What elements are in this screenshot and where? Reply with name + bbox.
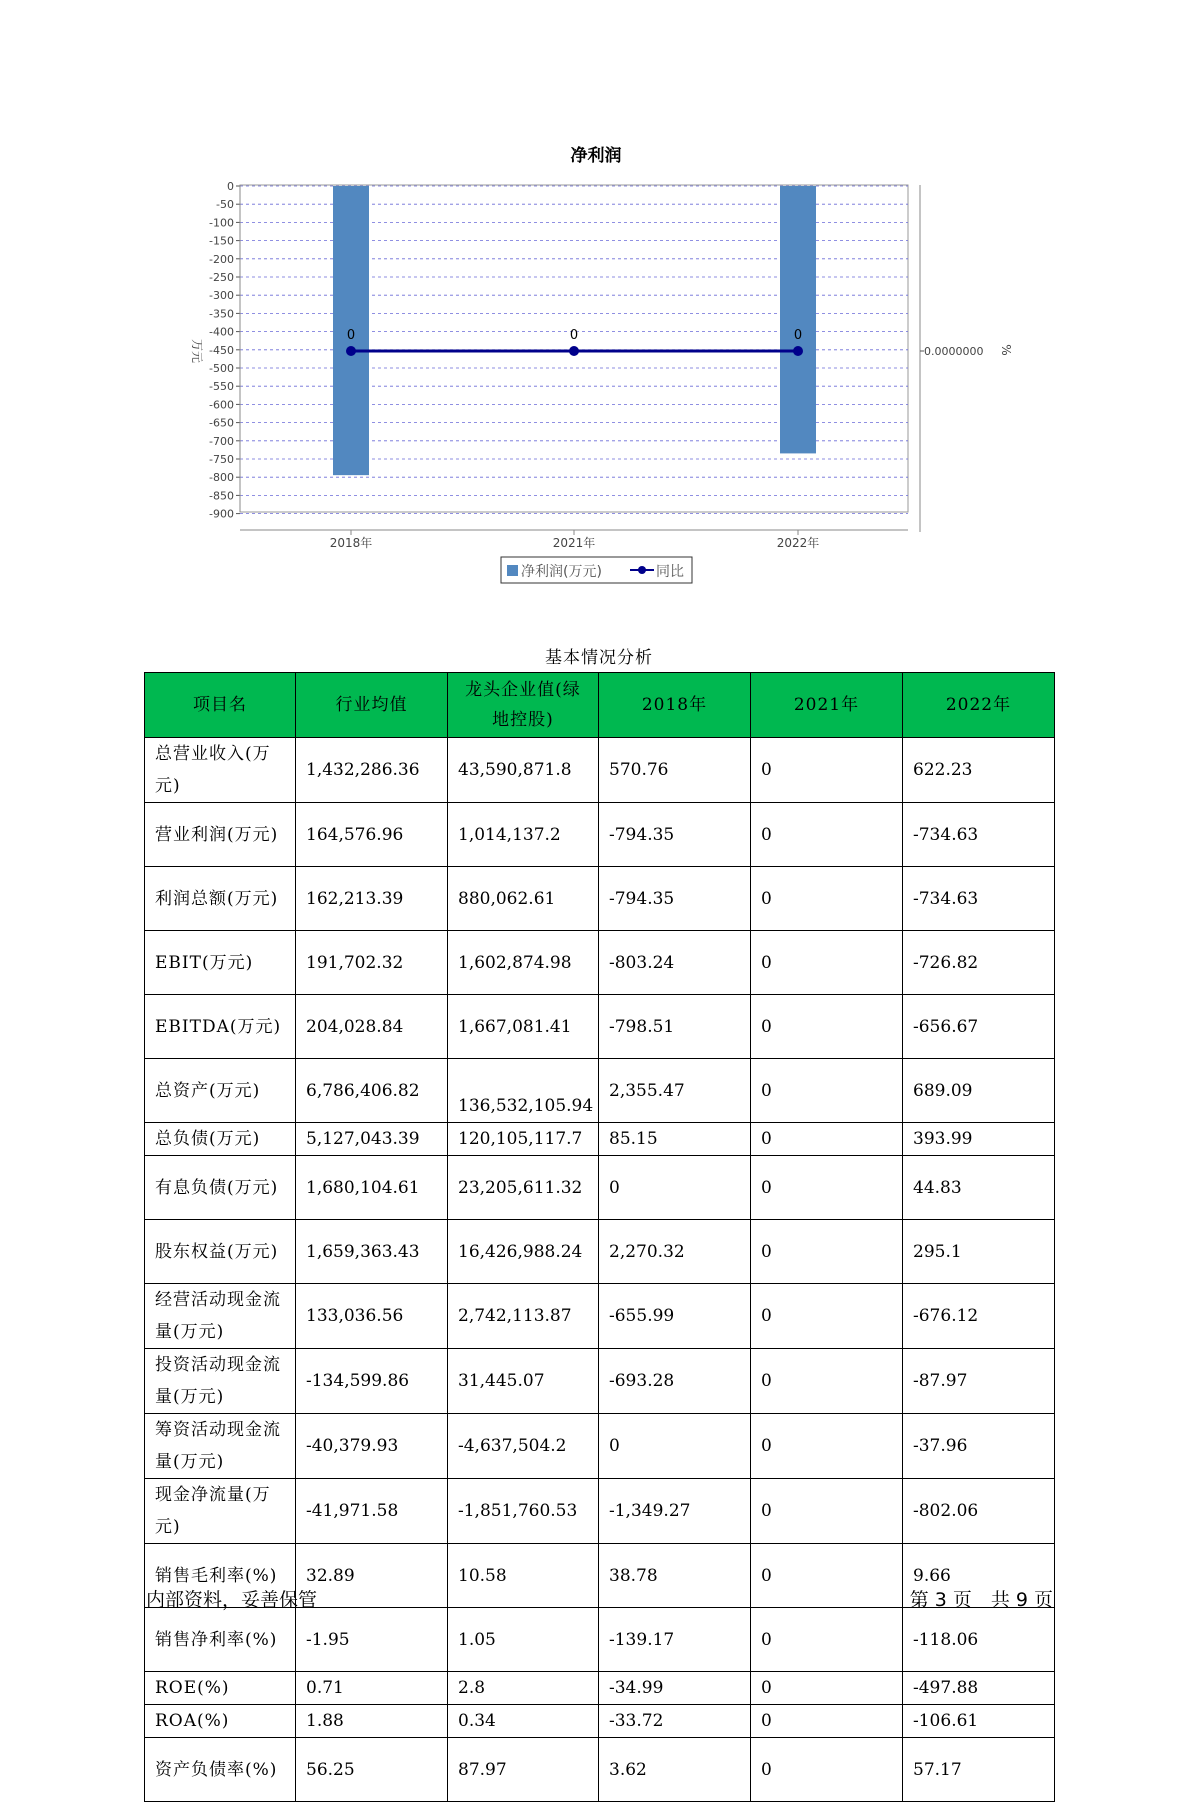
table-row: [145, 1220, 1055, 1284]
row-label: 利润总额(万元): [145, 867, 296, 931]
table-cell: -676.12: [903, 1284, 1055, 1349]
yoy-point: [569, 346, 579, 356]
table-cell: 0: [751, 1672, 903, 1705]
table-cell: 204,028.84: [296, 995, 448, 1059]
table-cell: -34.99: [599, 1672, 751, 1705]
y-tick-label: -500: [209, 362, 234, 375]
table-row: [145, 931, 1055, 995]
table-cell: 1,432,286.36: [296, 738, 448, 803]
table-cell: 1.05: [448, 1608, 599, 1672]
table-cell: 0: [751, 995, 903, 1059]
table-cell: 880,062.61: [448, 867, 599, 931]
table-row: [145, 1672, 1055, 1705]
table-cell: -4,637,504.2: [448, 1414, 599, 1479]
table-cell: 1,014,137.2: [448, 803, 599, 867]
net-profit-chart: [0, 0, 1191, 620]
column-header: 2021年: [751, 673, 903, 738]
table-cell: 1,659,363.43: [296, 1220, 448, 1284]
y-tick-label: -200: [209, 252, 234, 266]
table-cell: -734.63: [903, 803, 1055, 867]
row-label: 总营业收入(万元): [145, 738, 296, 803]
table-cell: 0.71: [296, 1672, 448, 1705]
table-cell: -37.96: [903, 1414, 1055, 1479]
y2-tick-label: 0.0000000: [924, 345, 984, 358]
table-cell: 393.99: [903, 1123, 1055, 1156]
table-cell: 570.76: [599, 738, 751, 803]
table-cell: 0: [751, 1123, 903, 1156]
table-cell: 622.23: [903, 738, 1055, 803]
table-cell: -40,379.93: [296, 1414, 448, 1479]
y-tick-label: -300: [209, 289, 234, 303]
table-cell: -41,971.58: [296, 1479, 448, 1544]
table-cell: 0: [751, 738, 903, 803]
table-cell: -693.28: [599, 1349, 751, 1414]
table-cell: -118.06: [903, 1608, 1055, 1672]
column-header: 项目名: [145, 673, 296, 738]
row-label: 投资活动现金流量(万元): [145, 1349, 296, 1414]
table-cell: 85.15: [599, 1123, 751, 1156]
table-row: [145, 1414, 1055, 1479]
table-cell: 1,602,874.98: [448, 931, 599, 995]
table-cell: 1,680,104.61: [296, 1156, 448, 1220]
table-cell: -734.63: [903, 867, 1055, 931]
table-cell: 32.89: [296, 1544, 448, 1608]
y-tick-label: -900: [209, 507, 234, 521]
table-cell: 1.88: [296, 1705, 448, 1738]
table-cell: 136,532,105.94: [448, 1059, 599, 1123]
table-cell: -655.99: [599, 1284, 751, 1349]
table-cell: -497.88: [903, 1672, 1055, 1705]
table-cell: 0: [751, 1705, 903, 1738]
y-tick-label: -700: [209, 434, 234, 448]
y-tick-label: -50: [216, 198, 234, 212]
table-cell: 23,205,611.32: [448, 1156, 599, 1220]
table-row: [145, 1479, 1055, 1544]
table-cell: 191,702.32: [296, 931, 448, 995]
yoy-point: [793, 346, 803, 356]
y-tick-label: -150: [209, 234, 234, 248]
table-cell: -794.35: [599, 867, 751, 931]
table-cell: 295.1: [903, 1220, 1055, 1284]
x-tick-label-2018年: 2018年: [329, 536, 373, 550]
y-tick-label: -350: [209, 307, 234, 321]
table-cell: 0: [751, 1059, 903, 1123]
row-label: ROE(%): [145, 1672, 296, 1705]
table-cell: 2,742,113.87: [448, 1284, 599, 1349]
table-cell: -798.51: [599, 995, 751, 1059]
table-cell: 0: [751, 867, 903, 931]
row-label: ROA(%): [145, 1705, 296, 1738]
table-row: [145, 867, 1055, 931]
table-cell: 2,270.32: [599, 1220, 751, 1284]
table-cell: 120,105,117.7: [448, 1123, 599, 1156]
legend-marker: [638, 566, 646, 574]
table-row: [145, 1059, 1055, 1123]
y-axis-label: 万元: [190, 338, 204, 364]
table-row: [145, 738, 1055, 803]
table-cell: 0: [751, 1349, 903, 1414]
table-cell: -106.61: [903, 1705, 1055, 1738]
table-row: [145, 1349, 1055, 1414]
y-tick-label: 0: [227, 180, 234, 193]
table-cell: 56.25: [296, 1738, 448, 1802]
table-cell: 162,213.39: [296, 867, 448, 931]
table-cell: 689.09: [903, 1059, 1055, 1123]
table-cell: 0: [751, 1738, 903, 1802]
row-label: 经营活动现金流量(万元): [145, 1284, 296, 1349]
table-cell: -87.97: [903, 1349, 1055, 1414]
table-cell: -803.24: [599, 931, 751, 995]
table-row: [145, 1284, 1055, 1349]
table-cell: -1,851,760.53: [448, 1479, 599, 1544]
legend-label-yoy: 同比: [656, 564, 684, 580]
table-cell: -726.82: [903, 931, 1055, 995]
column-header: 龙头企业值(绿地控股): [448, 673, 599, 738]
yoy-data-label: 0: [569, 328, 579, 343]
table-cell: 44.83: [903, 1156, 1055, 1220]
table-cell: 9.66: [903, 1544, 1055, 1608]
x-tick-label-2021年: 2021年: [552, 536, 596, 550]
table-cell: -1,349.27: [599, 1479, 751, 1544]
table-cell: 3.62: [599, 1738, 751, 1802]
table-cell: -139.17: [599, 1608, 751, 1672]
column-header: 行业均值: [296, 673, 448, 738]
row-label: 有息负债(万元): [145, 1156, 296, 1220]
table-row: [145, 1608, 1055, 1672]
y-tick-label: -100: [209, 216, 234, 230]
footer-page-number: 第 3 页 共 9 页: [909, 1589, 1053, 1611]
row-label: 销售毛利率(%): [145, 1544, 296, 1608]
y-tick-label: -550: [209, 380, 234, 394]
table-cell: 31,445.07: [448, 1349, 599, 1414]
yoy-point: [346, 346, 356, 356]
table-row: [145, 1738, 1055, 1802]
row-label: EBIT(万元): [145, 931, 296, 995]
table-cell: 16,426,988.24: [448, 1220, 599, 1284]
table-cell: 0: [751, 1608, 903, 1672]
table-cell: 0: [751, 803, 903, 867]
bar-2022年: [780, 186, 816, 453]
row-label: 资产负债率(%): [145, 1738, 296, 1802]
table-row: [145, 995, 1055, 1059]
table-cell: 43,590,871.8: [448, 738, 599, 803]
table-cell: -802.06: [903, 1479, 1055, 1544]
row-label: 总负债(万元): [145, 1123, 296, 1156]
column-header: 2022年: [903, 673, 1055, 738]
table-cell: 133,036.56: [296, 1284, 448, 1349]
column-header: 2018年: [599, 673, 751, 738]
table-cell: -33.72: [599, 1705, 751, 1738]
footer-confidential: 内部资料，妥善保管: [146, 1589, 318, 1611]
y2-axis-label: %: [999, 344, 1013, 356]
table-cell: -656.67: [903, 995, 1055, 1059]
table-cell: 1,667,081.41: [448, 995, 599, 1059]
legend-swatch-bar: [507, 565, 518, 576]
table-cell: 0: [599, 1156, 751, 1220]
y-tick-label: -850: [209, 489, 234, 503]
table-row: [145, 803, 1055, 867]
chart-legend: [501, 557, 692, 583]
x-tick-label-2022年: 2022年: [776, 536, 820, 550]
basic-analysis-table: [144, 672, 1055, 1802]
yoy-data-label: 0: [346, 328, 356, 343]
y-tick-label: -800: [209, 471, 234, 485]
table-cell: 0: [751, 931, 903, 995]
row-label: 总资产(万元): [145, 1059, 296, 1123]
y-tick-label: -450: [209, 343, 234, 357]
table-row: [145, 1156, 1055, 1220]
table-row: [145, 1123, 1055, 1156]
table-cell: 0: [751, 1284, 903, 1349]
row-label: 股东权益(万元): [145, 1220, 296, 1284]
table-cell: 0: [751, 1156, 903, 1220]
row-label: EBITDA(万元): [145, 995, 296, 1059]
table-header-row: [145, 673, 1055, 738]
table-cell: 10.58: [448, 1544, 599, 1608]
row-label: 筹资活动现金流量(万元): [145, 1414, 296, 1479]
y-tick-label: -400: [209, 325, 234, 339]
table-cell: 87.97: [448, 1738, 599, 1802]
row-label: 现金净流量(万元): [145, 1479, 296, 1544]
table-cell: -1.95: [296, 1608, 448, 1672]
legend-label-net-profit: 净利润(万元): [521, 564, 602, 580]
table-cell: 0: [751, 1544, 903, 1608]
table-cell: 0: [751, 1414, 903, 1479]
table-cell: 38.78: [599, 1544, 751, 1608]
table-cell: -134,599.86: [296, 1349, 448, 1414]
y-tick-label: -750: [209, 453, 234, 466]
table-row: [145, 1705, 1055, 1738]
table-cell: 0.34: [448, 1705, 599, 1738]
row-label: 营业利润(万元): [145, 803, 296, 867]
table-cell: 6,786,406.82: [296, 1059, 448, 1123]
chart-title: 净利润: [570, 146, 622, 166]
table-caption: 基本情况分析: [545, 648, 653, 668]
table-cell: 0: [599, 1414, 751, 1479]
y-tick-label: -250: [209, 271, 234, 284]
table-cell: 2,355.47: [599, 1059, 751, 1123]
y-tick-label: -600: [209, 398, 234, 412]
y-tick-label: -650: [209, 416, 234, 430]
table-cell: -794.35: [599, 803, 751, 867]
row-label: 销售净利率(%): [145, 1608, 296, 1672]
yoy-data-label: 0: [793, 328, 803, 343]
table-cell: 2.8: [448, 1672, 599, 1705]
plot-area: [209, 180, 924, 550]
table-cell: 164,576.96: [296, 803, 448, 867]
table-cell: 0: [751, 1220, 903, 1284]
table-cell: 57.17: [903, 1738, 1055, 1802]
table-cell: 0: [751, 1479, 903, 1544]
table-cell: 5,127,043.39: [296, 1123, 448, 1156]
